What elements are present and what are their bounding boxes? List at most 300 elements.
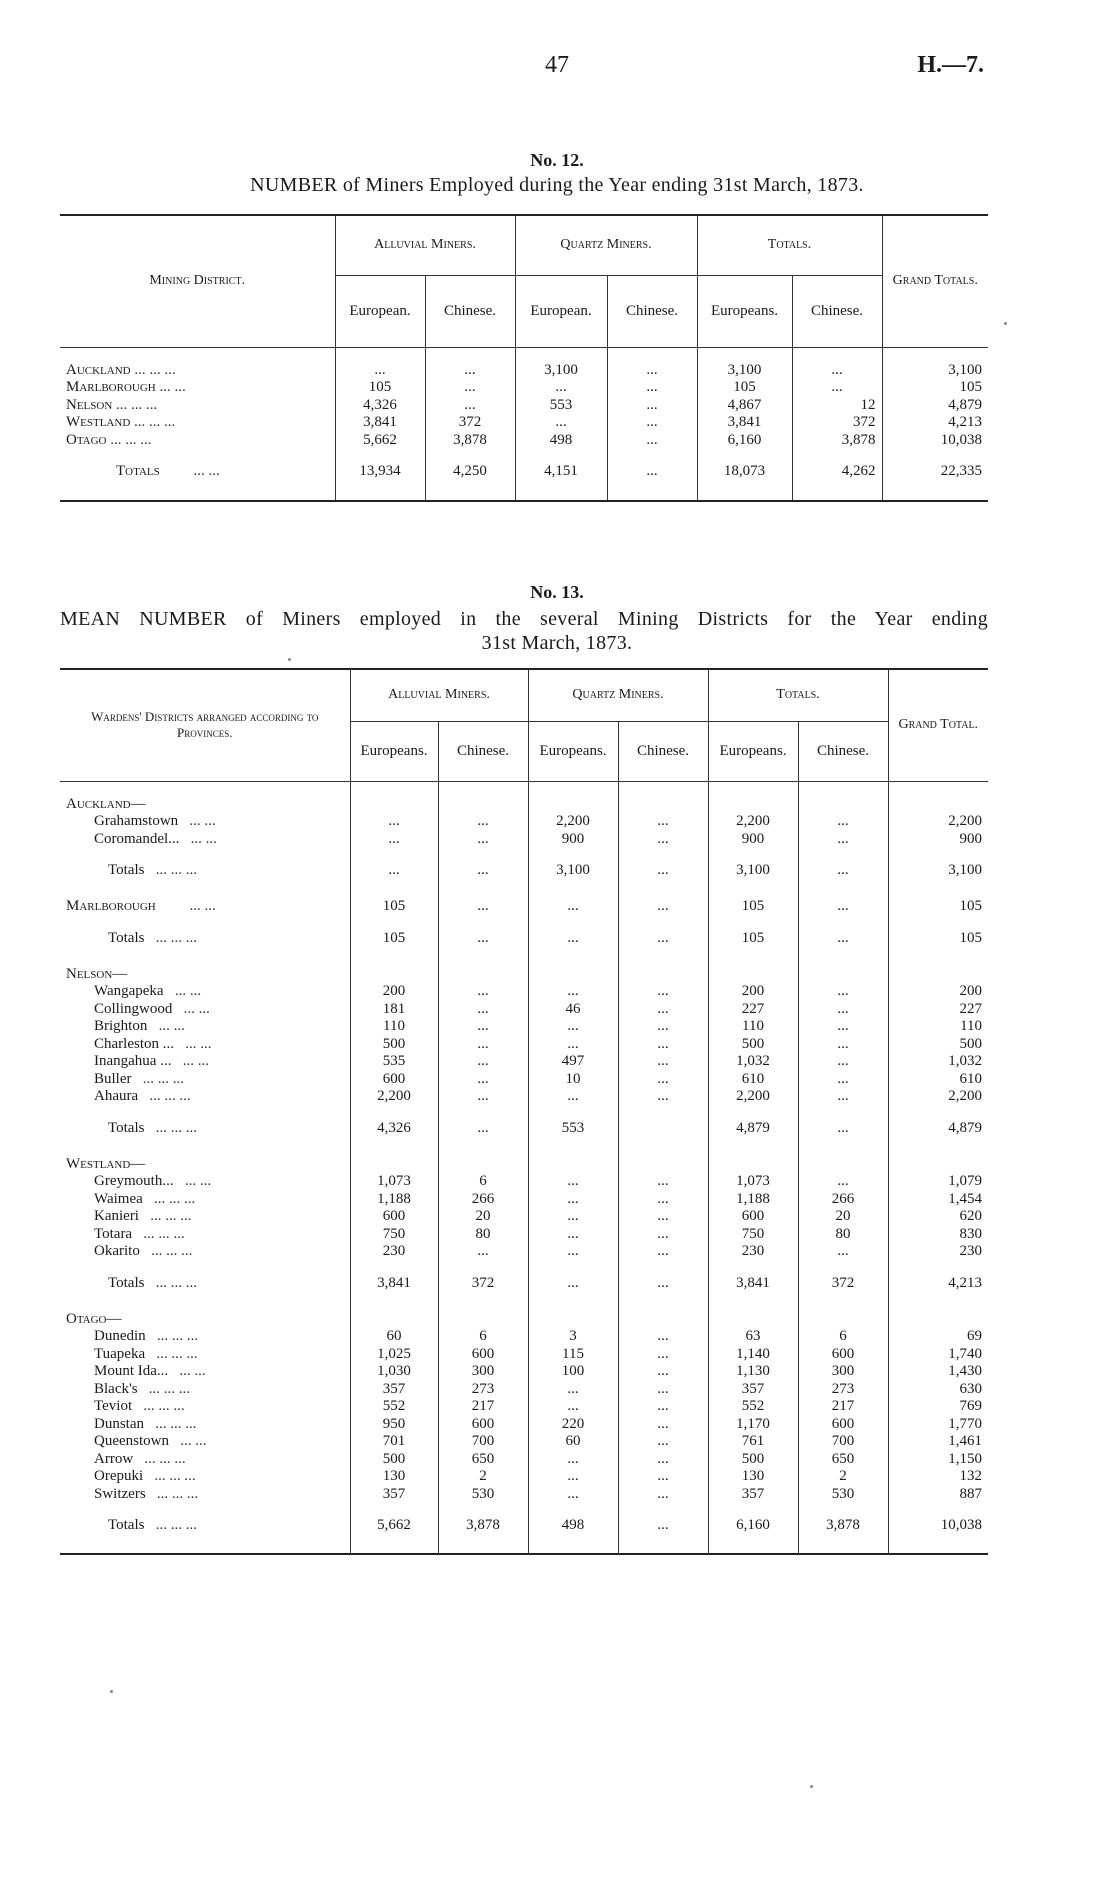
district-name: Charleston ... [94,1035,174,1052]
cell: ... [618,1346,708,1364]
print-speck [810,1785,813,1788]
cell: 6 [798,1328,888,1346]
district-row [60,1191,988,1209]
cell: ... [618,1486,708,1504]
cell: 1,073 [708,1173,798,1191]
cell: 115 [528,1346,618,1364]
leader-dots: ... ... ... [154,1190,196,1207]
cell: ... [618,1053,708,1071]
totals-row [60,862,988,884]
cell: 18,073 [697,463,792,501]
cell: ... [528,1398,618,1416]
cell: 372 [438,1275,528,1297]
cell: 650 [438,1451,528,1469]
province-name: Otago— [66,1310,122,1327]
cell: 2 [438,1468,528,1486]
cell: 227 [888,1001,988,1019]
cell: ... [618,1468,708,1486]
cell: ... [618,1001,708,1019]
cell: 2,200 [888,1088,988,1106]
cell: 300 [438,1363,528,1381]
cell: 500 [888,1036,988,1054]
cell: ... [607,414,697,432]
cell: 110 [888,1018,988,1036]
cell: ... [618,1191,708,1209]
cell: ... [425,362,515,380]
cell: ... [528,1486,618,1504]
cell: ... [618,1208,708,1226]
table13-subheader-alluvial-chinese: Chinese. [438,721,528,781]
cell: ... [618,1517,708,1539]
cell: ... [425,379,515,397]
leader-dots: ... ... ... [155,1119,197,1136]
leader-dots: ... ... ... [110,431,152,448]
cell: 498 [515,432,607,450]
leader-dots: ... ... ... [116,396,158,413]
cell: 1,188 [350,1191,438,1209]
cell: ... [618,898,708,916]
cell [618,1120,708,1142]
cell: 357 [708,1486,798,1504]
cell: ... [607,362,697,380]
cell: 3,841 [335,414,425,432]
district-row [60,1173,988,1191]
district-name: Collingwood [94,1000,173,1017]
cell: 273 [438,1381,528,1399]
cell: ... [618,1381,708,1399]
leader-dots: ... ... ... [144,1450,186,1467]
cell: 357 [350,1486,438,1504]
cell: 6,160 [708,1517,798,1539]
cell: 1,073 [350,1173,438,1191]
cell: ... [618,1036,708,1054]
cell: ... [528,1226,618,1244]
cell: 2,200 [708,1088,798,1106]
cell: ... [798,862,888,884]
district-row [60,1088,988,1106]
table12-row [60,432,988,450]
district-name: Buller [94,1070,132,1087]
cell: 553 [515,397,607,415]
leader-dots: ... ... ... [155,1517,197,1533]
cell: ... [618,831,708,849]
cell: 13,934 [335,463,425,501]
cell: 600 [798,1346,888,1364]
leader-dots: ... ... [184,1173,212,1189]
district-name: Orepuki [94,1468,144,1484]
cell: 500 [350,1036,438,1054]
table12-subheader-quartz-european: European. [515,275,607,347]
cell: 80 [438,1226,528,1244]
cell: 2 [798,1468,888,1486]
cell: 769 [888,1398,988,1416]
district-row [60,1398,988,1416]
cell: 900 [888,831,988,849]
cell: 3,100 [888,862,988,884]
table12 [60,214,988,502]
cell: ... [618,1018,708,1036]
table12-subheader-totals-chinese: Chinese. [792,275,882,347]
cell: ... [528,983,618,1001]
cell: ... [618,1451,708,1469]
cell: ... [798,930,888,952]
cell: 80 [798,1226,888,1244]
district-row [60,1468,988,1486]
cell: 357 [708,1381,798,1399]
cell: ... [438,831,528,849]
table12-totals-row [60,463,988,501]
cell: 1,770 [888,1416,988,1434]
cell: 357 [350,1381,438,1399]
cell: 20 [798,1208,888,1226]
cell: 500 [350,1451,438,1469]
cell: 3 [528,1328,618,1346]
cell: 950 [350,1416,438,1434]
district-name: Queenstown [94,1433,169,1449]
cell: 650 [798,1451,888,1469]
leader-dots: ... ... ... [156,1345,198,1362]
cell: ... [798,813,888,831]
cell: 105 [708,930,798,952]
cell: 132 [888,1468,988,1486]
cell: 217 [438,1398,528,1416]
district-name: Coromandel... [94,830,180,847]
cell: 4,326 [350,1120,438,1142]
cell: 273 [798,1381,888,1399]
table12-subheader-alluvial-european: European. [335,275,425,347]
leader-dots: ... ... ... [155,1415,197,1432]
page-number: 47 [545,52,569,78]
table13-header-alluvial: Alluvial Miners. [350,669,528,721]
cell: 230 [888,1243,988,1261]
district-row [60,1486,988,1504]
cell: ... [528,1243,618,1261]
district-name: Tuapeka [94,1345,146,1362]
district-name: Westland [66,414,131,430]
cell: 1,170 [708,1416,798,1434]
district-name: Black's [94,1380,138,1397]
cell: 372 [425,414,515,432]
table12-row [60,414,988,432]
cell: ... [528,898,618,916]
cell: 6,160 [697,432,792,450]
cell: ... [528,1381,618,1399]
province-heading [60,1311,988,1329]
district-row [60,1381,988,1399]
province-name: Auckland— [66,795,146,812]
district-name: Waimea [94,1190,143,1207]
cell: 200 [350,983,438,1001]
totals-row [60,930,988,952]
cell: 600 [708,1208,798,1226]
cell: 900 [708,831,798,849]
district-row [60,1053,988,1071]
leader-dots: ... ... ... [142,1070,184,1087]
cell: ... [618,930,708,952]
cell: ... [438,862,528,884]
district-row [60,1328,988,1346]
table12-header-district: Mining District. [60,215,335,347]
cell: ... [798,983,888,1001]
table12-subheader-totals-europeans: Europeans. [697,275,792,347]
print-speck [1004,322,1007,325]
cell: 3,100 [697,362,792,380]
cell: ... [528,1275,618,1297]
district-name: Ahaura [94,1088,139,1104]
cell: 4,250 [425,463,515,501]
cell: 4,867 [697,397,792,415]
cell: ... [798,1036,888,1054]
cell: 60 [528,1433,618,1451]
district-name: Dunstan [94,1415,144,1432]
cell: 10 [528,1071,618,1089]
cell: 4,213 [888,1275,988,1297]
district-name: Mount Ida... [94,1363,169,1379]
cell: 3,878 [438,1517,528,1539]
table13-subheader-quartz-chinese: Chinese. [618,721,708,781]
cell: 1,430 [888,1363,988,1381]
cell: 105 [882,379,988,397]
table12-title: NUMBER of Miners Employed during the Year ending 31st March, 1873. [250,174,864,196]
cell: ... [607,463,697,501]
leader-dots: ... ... ... [155,1274,197,1291]
district-name: Greymouth... [94,1173,174,1189]
leader-dots: ... ... [179,1363,206,1379]
table13 [60,668,988,1555]
cell: 3,841 [708,1275,798,1297]
print-speck [288,658,291,661]
cell: ... [438,1053,528,1071]
cell: 600 [438,1346,528,1364]
cell: 266 [438,1191,528,1209]
province-row [60,898,988,916]
cell: 600 [798,1416,888,1434]
cell: 5,662 [350,1517,438,1539]
cell: 701 [350,1433,438,1451]
cell: ... [528,1173,618,1191]
cell: 4,879 [888,1120,988,1142]
table13-subheader-totals-europeans: Europeans. [708,721,798,781]
cell: ... [335,362,425,380]
table12-row [60,362,988,380]
cell: 530 [798,1486,888,1504]
totals-row [60,1120,988,1142]
province-name: Westland— [66,1155,146,1172]
cell: ... [528,1451,618,1469]
leader-dots: ... ... ... [155,929,197,946]
district-row [60,1433,988,1451]
cell: ... [618,1071,708,1089]
cell: 887 [888,1486,988,1504]
province-name: Nelson— [66,965,128,982]
district-name: Grahamstown [94,813,179,829]
cell: 1,032 [888,1053,988,1071]
district-name: Auckland [66,361,131,378]
cell: 130 [708,1468,798,1486]
cell: 500 [708,1036,798,1054]
cell: 200 [888,983,988,1001]
cell: ... [528,1468,618,1486]
cell: 553 [528,1120,618,1142]
cell: 750 [708,1226,798,1244]
cell: ... [438,930,528,952]
cell: 5,662 [335,432,425,450]
cell: 372 [792,414,882,432]
cell: 600 [350,1071,438,1089]
cell: 3,841 [350,1275,438,1297]
table13-header-totals: Totals. [708,669,888,721]
cell: ... [798,1071,888,1089]
leader-dots: ... ... ... [148,1380,191,1397]
cell: ... [438,983,528,1001]
district-name: Inangahua ... [94,1053,172,1069]
province-heading [60,796,988,814]
cell: 1,030 [350,1363,438,1381]
table13-header-district: Wardens' Districts arranged according to Provinces. [60,669,350,781]
cell: 1,130 [708,1363,798,1381]
cell: ... [798,1018,888,1036]
cell: ... [618,1363,708,1381]
district-name: Switzers [94,1485,146,1502]
leader-dots: ... ... [185,1035,212,1052]
cell: 610 [708,1071,798,1089]
table13-header-grand: Grand Total. [888,669,988,781]
cell: 3,878 [798,1517,888,1539]
cell: ... [618,983,708,1001]
cell: 1,032 [708,1053,798,1071]
cell: 498 [528,1517,618,1539]
cell: 620 [888,1208,988,1226]
table13-title-line2: 31st March, 1873. [481,632,633,654]
cell: 1,454 [888,1191,988,1209]
district-row [60,1451,988,1469]
cell: 227 [708,1001,798,1019]
cell: 3,100 [708,862,798,884]
cell: ... [798,1053,888,1071]
cell: ... [798,1001,888,1019]
leader-dots: ... ... [182,1053,209,1069]
cell: ... [618,862,708,884]
table12-row [60,379,988,397]
cell: 1,150 [888,1451,988,1469]
cell: ... [350,862,438,884]
cell: 750 [350,1226,438,1244]
cell: 1,740 [888,1346,988,1364]
leader-dots: ... ... ... [143,1225,185,1242]
cell: 3,100 [515,362,607,380]
cell: 1,461 [888,1433,988,1451]
cell: ... [350,831,438,849]
cell: 1,025 [350,1346,438,1364]
district-row [60,983,988,1001]
district-row [60,1071,988,1089]
totals-label: Totals [108,1274,145,1291]
district-row [60,1226,988,1244]
cell: ... [528,1036,618,1054]
table13-header-quartz: Quartz Miners. [528,669,708,721]
cell: 10,038 [882,432,988,450]
cell: ... [607,379,697,397]
cell: ... [792,362,882,380]
cell: 266 [798,1191,888,1209]
leader-dots: ... ... ... [151,1243,193,1259]
district-name: Kanieri [94,1208,139,1224]
cell: 105 [697,379,792,397]
cell: ... [618,1398,708,1416]
totals-label: Totals [108,929,145,946]
cell: ... [438,1018,528,1036]
cell: 105 [335,379,425,397]
district-row [60,1416,988,1434]
province-heading [60,1156,988,1174]
leader-dots: ... ... [190,830,217,847]
cell: 830 [888,1226,988,1244]
cell: ... [618,1226,708,1244]
district-name: Okarito [94,1243,140,1259]
table12-header-totals: Totals. [697,215,882,275]
cell: ... [792,379,882,397]
district-name: Otago [66,431,107,448]
leader-dots: ... ... ... [150,1208,192,1224]
district-row [60,1243,988,1261]
table13-title-line1: MEAN NUMBER of Miners employed in the several Mining Districts for the Year ending [60,608,988,630]
district-row [60,813,988,831]
leader-dots: ... ... [183,1000,210,1017]
table12-header-grand: Grand Totals. [882,215,988,347]
cell: 69 [888,1328,988,1346]
cell: ... [618,1088,708,1106]
totals-row [60,1275,988,1297]
cell: 130 [350,1468,438,1486]
cell: ... [438,1001,528,1019]
cell: 2,200 [350,1088,438,1106]
cell: ... [618,1243,708,1261]
district-row [60,831,988,849]
cell: 63 [708,1328,798,1346]
cell: 4,326 [335,397,425,415]
table12-header-quartz: Quartz Miners. [515,215,697,275]
table12-row [60,397,988,415]
cell: 22,335 [882,463,988,501]
cell: 105 [350,930,438,952]
cell: 4,151 [515,463,607,501]
cell: 60 [350,1328,438,1346]
leader-dots: ... ... ... [156,1485,199,1502]
cell: 200 [708,983,798,1001]
cell: 600 [350,1208,438,1226]
district-name: Teviot [94,1398,133,1414]
cell: 1,140 [708,1346,798,1364]
table12-subheader-alluvial-chinese: Chinese. [425,275,515,347]
district-name: Nelson [66,396,113,413]
cell: ... [618,813,708,831]
totals-label: Totals [108,862,145,878]
cell: ... [438,1071,528,1089]
cell: ... [438,813,528,831]
table13-subheader-quartz-europeans: Europeans. [528,721,618,781]
leader-dots: ... ... ... [156,1328,199,1344]
cell: 700 [798,1433,888,1451]
cell: 4,879 [882,397,988,415]
cell: 4,879 [708,1120,798,1142]
cell: ... [438,1088,528,1106]
leader-dots: ... ... ... [149,1088,191,1104]
cell: 46 [528,1001,618,1019]
totals-row [60,1517,988,1539]
leader-dots: ... ... [180,1433,207,1449]
province-heading [60,966,988,984]
cell: ... [350,813,438,831]
